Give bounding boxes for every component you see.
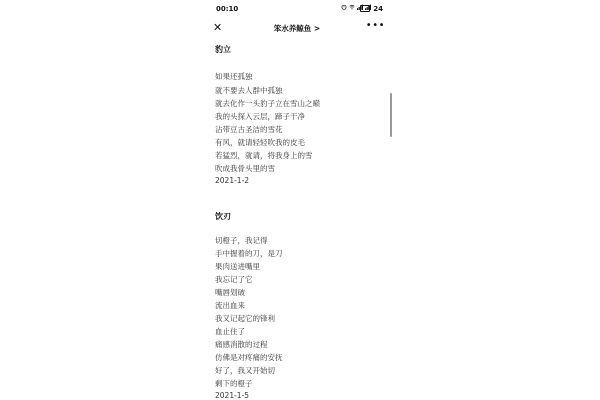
poem-line: 血止住了 — [215, 327, 245, 336]
poem-title: 豹立 — [215, 45, 231, 54]
poem-line: 若猛烈，就请，将我身上的雪 — [215, 151, 313, 160]
battery-icon — [360, 5, 370, 12]
poem-line: 吹成我骨头里的雪 — [215, 164, 275, 173]
nav-bar — [197, 18, 397, 38]
poem-line: 手中握着的刀，是刀 — [215, 249, 283, 258]
close-icon[interactable]: ✕ — [213, 21, 223, 34]
scrollbar[interactable] — [390, 93, 392, 137]
poem-date: 2021-1-5 — [215, 391, 250, 400]
poem-line: 剩下的橙子 — [215, 379, 253, 388]
poem-line: 沾带豆古圣洁的雪花 — [215, 125, 283, 134]
account-title[interactable]: 笨水养鲸鱼 > — [273, 24, 321, 33]
wifi-icon — [349, 4, 355, 10]
battery-level: 24 — [373, 5, 383, 13]
poem-line: 就不要去人群中孤独 — [215, 86, 283, 95]
poem-title: 饮刃 — [215, 212, 231, 221]
more-icon[interactable]: ••• — [365, 20, 385, 31]
poem-line: 嘴唇划破 — [215, 288, 245, 297]
phone-screen — [197, 0, 397, 400]
poem-line: 果肉送进嘴里 — [215, 262, 260, 271]
poem-line: 就去化作一头豹子立在雪山之巅 — [215, 99, 320, 108]
poem-date: 2021-1-2 — [215, 176, 250, 185]
poem-line: 有风，就请轻轻吹我的皮毛 — [215, 138, 305, 147]
poem-line: 我的头探入云层，蹄子干净 — [215, 112, 305, 121]
status-bar — [197, 0, 397, 18]
poem-line: 如果还孤独 — [215, 72, 253, 81]
poem-line: 仿佛是对疼痛的安抚 — [215, 353, 283, 362]
poem-line: 流出血来 — [215, 301, 245, 310]
poem-line: 我忘记了它 — [215, 275, 253, 284]
status-time: 00:10 — [216, 5, 239, 13]
poem-line: 痛感消散的过程 — [215, 340, 268, 349]
alarm-icon — [341, 4, 347, 10]
poem-line: 好了，我又开始切 — [215, 366, 275, 375]
poem-line: 我又记起它的锋利 — [215, 314, 275, 323]
poem-line: 切橙子，我记得 — [215, 236, 268, 245]
